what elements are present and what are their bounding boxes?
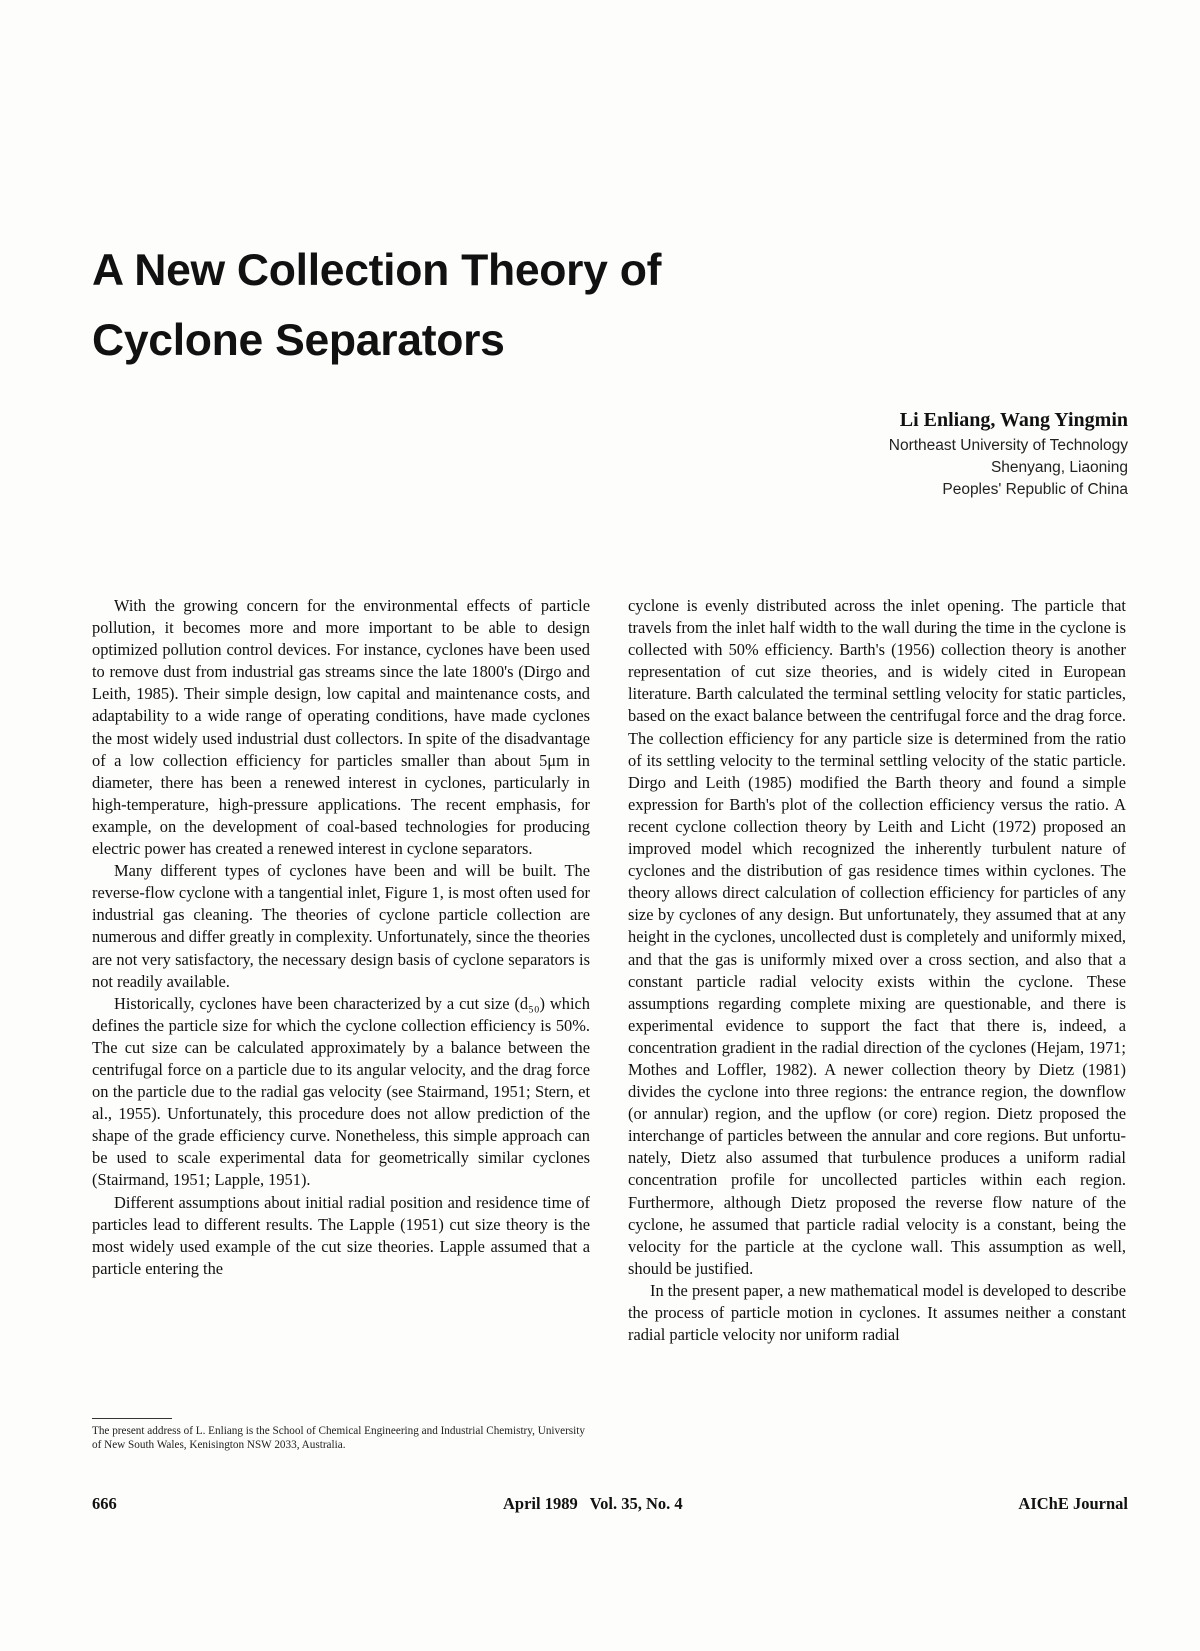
body-column-left (92, 595, 590, 1280)
article-title (92, 236, 852, 376)
footnote-divider (92, 1418, 172, 1419)
paragraph: Many different types of cyclones have been and will be built. The reverse-flow cyclone with a tangential inlet, Figure 1, is most often used for industrial gas cleaning. The theories of cyclone particle collection are numerous and differ greatly in complexity. Unfortunately, since the theories are not very satisfactory, the necessary design basis of cyclone separators is not readily available. (92, 861, 590, 991)
page-number: 666 (92, 1494, 117, 1513)
paragraph: With the growing concern for the environmental effects of particle pollution, it becomes more and more important to be able to design optimized pollution control devices. For instance, cyclones have been used to remove dust from industrial gas streams since the late 1800's (Dirgo and Leith, 1985). Their simple design, low capital and maintenance costs, and adaptability to a wide range of operating conditions, have made cyclones the most widely used industrial dust collectors. In spite of the disadvantage of a low collection efficiency for particles smaller than about 5μm in diameter, there has been a renewed interest in cyclones, particularly in high-temperature, high-pressure applications. The recent emphasis, for example, on the development of coal-based technologies for producing electric power has created a renewed interest in cyclone separators. (92, 596, 590, 859)
paragraph: Historically, cyclones have been characterized by a cut size (d₅₀) which defines the particle size for which the cyclone collection efficiency is 50%. The cut size can be calculated approximately by a balance between the centrifugal force on a particle due to its angular velocity, and the drag force on the particle due to the radial gas velocity (see Stairmand, 1951; Stern, et al., 1955). Unfortunately, this procedure does not allow prediction of the shape of the grade efficiency curve. Nonetheless, this simple approach can be used to scale experimental data for geometrically similar cyclones (Stairmand, 1951; Lapple, 1951). (92, 993, 590, 1190)
affiliation-line-1: Northeast University of Technology (888, 437, 1128, 454)
footnote: The present address of L. Enliang is the School of Chemical Engineering and Industrial Chemistry, University of New South Wales, Kenisington NSW 2033, Australia. (92, 1425, 585, 1451)
article-title-line-2: Cyclone Separators (92, 316, 505, 365)
paragraph: cyclone is evenly distributed across the inlet opening. The particle that travels from the inlet half width to the wall during the time in the cyclone is collected with 50% efficiency. Barth's (1956) collection theory is another representation of cut size theories, and is widely cited in European literature. Barth calculated the terminal settling velocity for static particles, based on the exact balance between the centrifugal force and the drag force. The collection efficiency for any particle size is determined from the ratio of its settling velocity to the terminal settling velocity of the static particle. Dirgo and Leith (1985) modified the Barth theory and found a simple expression for Barth's plot of the collection efficiency versus the ratio. A recent cyclone collection theory by Leith and Licht (1972) proposed an improved model which recognized the inherently turbulent nature of cyclones and the distribution of gas residence times within cyclones. The theory allows direct calculation of collection efficiency for particles of any size by cyclones of any design. But unfortunately, they assumed that at any height in the cyclones, uncollected dust is completely and uniformly mixed, and that the gas is uniformly mixed over a cross section, and also that a constant particle radial velocity exists within the cyclone. These assumptions regarding complete mixing are questionable, and there is experimental evidence to support the fact that there is, indeed, a concentration gradient in the radial direction of the cyclones (Hejam, 1971; Mothes and Loffler, 1982). A newer collection theory by Dietz (1981) divides the cyclone into three regions: the entrance region, the downflow (or annular) region, and the upflow (or core) region. Dietz proposed the interchange of particles between the annular and core regions. But unfortunately, Dietz also assumed that turbulence produces a uniform radial concentration profile for uncollected particles within each region. Furthermore, although Dietz proposed the reverse flow nature of the cyclone, he assumed that particle radial velocity is a constant, being the velocity for the particle at the cyclone wall. This assumption as well, should be justified. (628, 596, 1126, 1278)
issue-info: April 1989 Vol. 35, No. 4 (503, 1494, 683, 1513)
affiliation-line-2: Shenyang, Liaoning (990, 459, 1128, 476)
body-column-right (628, 595, 1126, 1346)
affiliation-line-3: Peoples' Republic of China (942, 481, 1128, 498)
journal-name: AIChE Journal (1018, 1494, 1128, 1513)
article-title-line-1: A New Collection Theory of (92, 246, 662, 295)
paragraph: Different assumptions about initial radial position and residence time of particles lead to different results. The Lapple (1951) cut size theory is the most widely used example of the cut size theories. Lapple assumed that a particle entering the (92, 1192, 590, 1278)
paragraph: In the present paper, a new mathematical model is developed to describe the process of particle motion in cyclones. It assumes neither a constant radial particle velocity nor uniform radial (628, 1280, 1126, 1345)
author-names: Li Enliang, Wang Yingmin (899, 409, 1128, 431)
author-block (889, 408, 1128, 501)
